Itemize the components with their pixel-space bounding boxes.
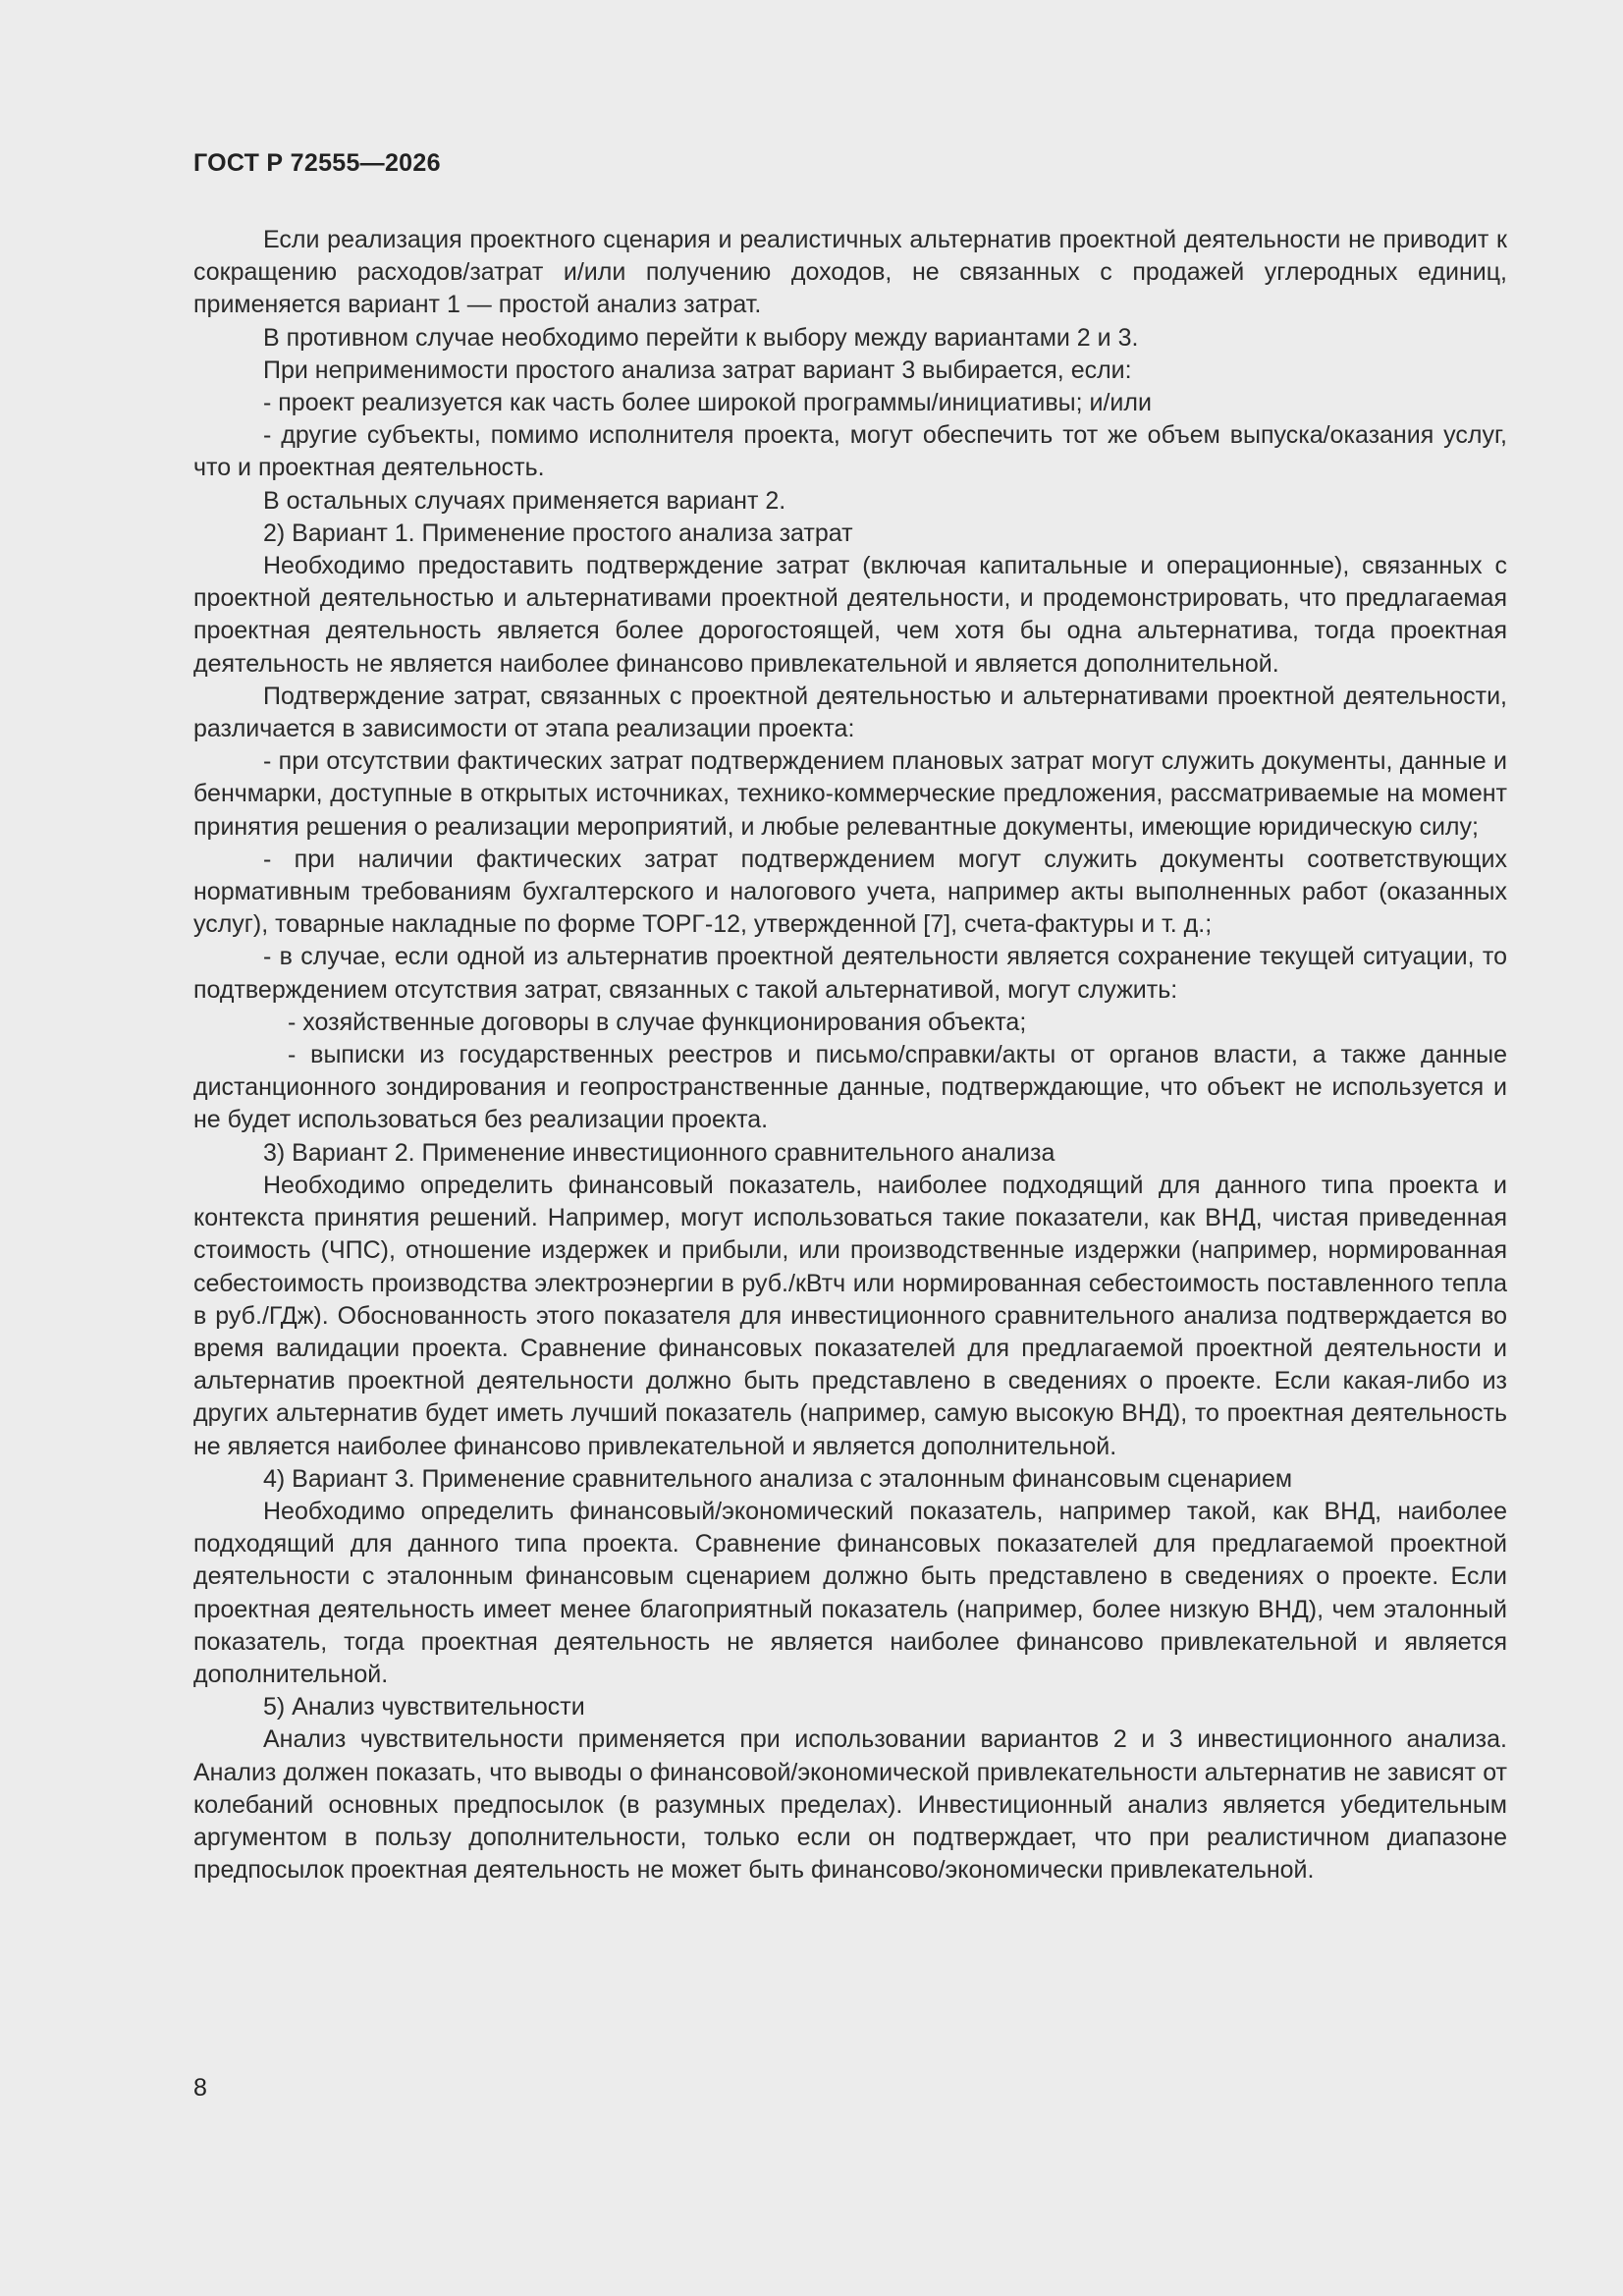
list-item: - другие субъекты, помимо исполнителя проекта, могут обеспечить тот же объем выпуска/оказания услуг, что и проектная деятельность. bbox=[193, 421, 1507, 482]
paragraph: Необходимо определить финансовый/экономический показатель, например такой, как ВНД, наиболее подходящий для данного типа проекта. Сравнение финансовых показателей для предлагаемой проектной деятельности с эталонным финансовым сценарием должно быть представлено в сведениях о проекте. Если проектная деятельность имеет менее благоприятный показатель (например, более низкую ВНД), чем эталонный показатель, тогда проектная деятельность не является наиболее финансово привлекательной и является дополнительной. bbox=[193, 1497, 1507, 1688]
sub-list-item: - хозяйственные договоры в случае функционирования объекта; bbox=[288, 1008, 1027, 1036]
section-heading: 2) Вариант 1. Применение простого анализа затрат bbox=[263, 519, 853, 547]
paragraph: В противном случае необходимо перейти к выбору между вариантами 2 и 3. bbox=[263, 323, 1139, 352]
paragraph: Анализ чувствительности применяется при использовании вариантов 2 и 3 инвестиционного анализа. Анализ должен показать, что выводы о финансовой/экономической привлекательности альтернатив не зависят от колебаний основных предпосылок (в разумных пределах). Инвестиционный анализ является убедительным аргументом в пользу дополнительности, только если он подтверждает, что при реалистичном диапазоне предпосылок проектная деятельность не может быть финансово/экономически привлекательной. bbox=[193, 1725, 1507, 1885]
paragraph: При неприменимости простого анализа затрат вариант 3 выбирается, если: bbox=[263, 355, 1132, 384]
paragraph: Необходимо предоставить подтверждение затрат (включая капитальные и операционные), связанных с проектной деятельностью и альтернативами проектной деятельности, и продемонстрировать, что предлагаемая проектная деятельность является более дорогостоящей, чем хотя бы одна альтернатива, тогда проектная деятельность не является наиболее финансово привлекательной и является дополнительной. bbox=[193, 552, 1507, 678]
paragraph: Если реализация проектного сценария и реалистичных альтернатив проектной деятельности не приводит к сокращению расходов/затрат и/или получению доходов, не связанных с продажей углеродных единиц, применяется вариант 1 — простой анализ затрат. bbox=[193, 226, 1507, 319]
section-heading: 4) Вариант 3. Применение сравнительного анализа с эталонным финансовым сценарием bbox=[263, 1464, 1293, 1493]
list-item: - в случае, если одной из альтернатив проектной деятельности является сохранение текущей ситуации, то подтверждением отсутствия затрат, связанных с такой альтернативой, могут служить: bbox=[193, 943, 1507, 1004]
list-item: - при наличии фактических затрат подтверждением могут служить документы соответствующих нормативным требованиям бухгалтерского и налогового учета, например акты выполненных работ (оказанных услуг), товарные накладные по форме ТОРГ-12, утвержденной [7], счета-фактуры и т. д.; bbox=[193, 845, 1507, 939]
section-heading: 3) Вариант 2. Применение инвестиционного сравнительного анализа bbox=[263, 1138, 1055, 1167]
paragraph: В остальных случаях применяется вариант 2. bbox=[263, 486, 786, 515]
document-body bbox=[193, 224, 1507, 1886]
list-item: - проект реализуется как часть более широкой программы/инициативы; и/или bbox=[263, 389, 1152, 417]
sub-list-item: - выписки из государственных реестров и письмо/справки/акты от органов власти, а также данные дистанционного зондирования и геопространственные данные, подтверждающие, что объект не используется и не будет использоваться без реализации проекта. bbox=[193, 1041, 1507, 1134]
document-header: ГОСТ Р 72555—2026 bbox=[193, 149, 441, 177]
page-number: 8 bbox=[193, 2074, 207, 2102]
paragraph: Подтверждение затрат, связанных с проектной деятельностью и альтернативами проектной деятельности, различается в зависимости от этапа реализации проекта: bbox=[193, 682, 1507, 743]
list-item: - при отсутствии фактических затрат подтверждением плановых затрат могут служить документы, данные и бенчмарки, доступные в открытых источниках, технико-коммерческие предложения, рассматриваемые на момент принятия решения о реализации мероприятий, и любые релевантные документы, имеющие юридическую силу; bbox=[193, 747, 1507, 841]
section-heading: 5) Анализ чувствительности bbox=[263, 1693, 585, 1722]
paragraph: Необходимо определить финансовый показатель, наиболее подходящий для данного типа проекта и контекста принятия решений. Например, могут использоваться такие показатели, как ВНД, чистая приведенная стоимость (ЧПС), отношение издержек и прибыли, или производственные издержки (например, нормированная себестоимость производства электроэнергии в руб./кВтч или нормированная себестоимость поставленного тепла в руб./ГДж). Обоснованность этого показателя для инвестиционного сравнительного анализа подтверждается во время валидации проекта. Сравнение финансовых показателей для предлагаемой проектной деятельности и альтернатив проектной деятельности должно быть представлено в сведениях о проекте. Если какая-либо из других альтернатив будет иметь лучший показатель (например, самую высокую ВНД), то проектная деятельность не является наиболее финансово привлекательной и является дополнительной. bbox=[193, 1171, 1507, 1460]
